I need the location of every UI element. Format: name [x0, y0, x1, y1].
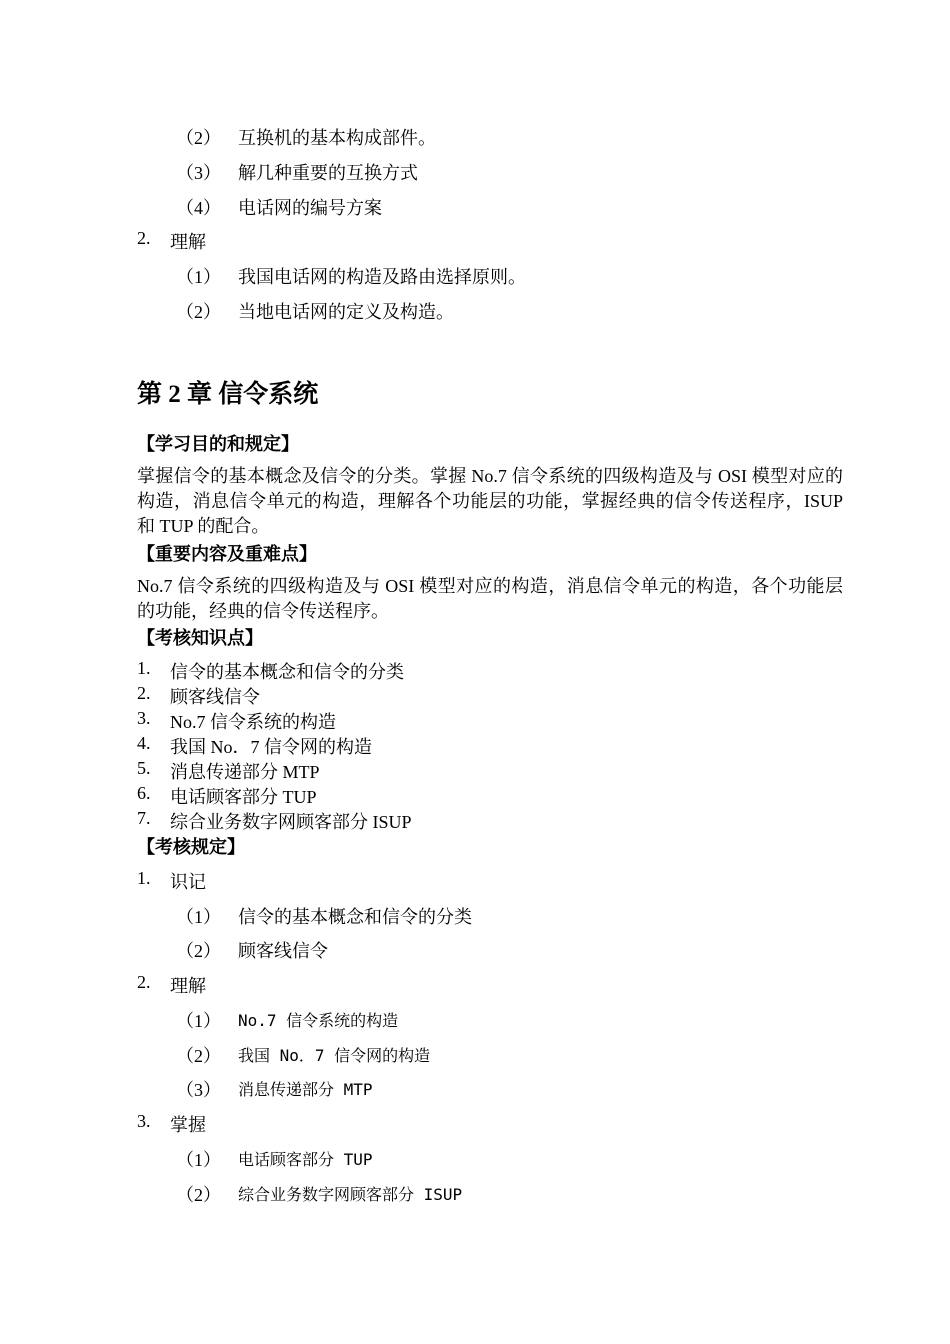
knowledge-item: 消息传递部分 MTP — [170, 762, 320, 782]
section-heading-requirements: 【考核规定】 — [137, 837, 245, 857]
list-item-number: （3） — [176, 163, 221, 183]
requirement-item-text: 顾客线信令 — [238, 941, 328, 961]
requirement-item-text: No.7 信令系统的构造 — [238, 1011, 399, 1030]
knowledge-item: 我国 No．7 信令网的构造 — [170, 737, 372, 757]
section-heading-goals: 【学习目的和规定】 — [137, 434, 299, 454]
key-points-paragraph: No.7 信令系统的四级构造及与 OSI 模型对应的构造，消息信令单元的构造，各个功能层的功能，经典的信令传送程序。 — [137, 576, 843, 621]
requirement-item-text: 电话顾客部分 TUP — [238, 1150, 373, 1169]
knowledge-item: No.7 信令系统的构造 — [170, 712, 336, 732]
list-item-text: 互换机的基本构成部件。 — [238, 128, 436, 148]
requirement-item-number: （1） — [176, 1150, 221, 1170]
knowledge-number: 7. — [137, 808, 151, 828]
requirement-group-label: 识记 — [170, 872, 206, 892]
requirement-item-number: （2） — [176, 1046, 221, 1066]
requirement-item-text: 综合业务数字网顾客部分 ISUP — [238, 1185, 463, 1204]
knowledge-item: 电话顾客部分 TUP — [170, 787, 317, 807]
goals-paragraph: 掌握信令的基本概念及信令的分类。掌握 No.7 信令系统的四级构造及与 OSI 模型对应的构造，消息信令单元的构造，理解各个功能层的功能，掌握经典的信令传送程序，ISUP 和 TUP 的配合。 — [137, 466, 843, 536]
knowledge-number: 5. — [137, 758, 151, 778]
list-item-text: 解几种重要的互换方式 — [238, 163, 418, 183]
list-item-number: （2） — [176, 128, 221, 148]
section-heading-key-points: 【重要内容及重难点】 — [137, 544, 317, 564]
list-label: 理解 — [170, 232, 206, 252]
requirement-group-label: 掌握 — [170, 1115, 206, 1135]
section-heading-knowledge: 【考核知识点】 — [137, 628, 263, 648]
list-item-number: （1） — [176, 267, 221, 287]
list-item-number: （4） — [176, 198, 221, 218]
requirement-group-label: 理解 — [170, 976, 206, 996]
requirement-group-number: 1. — [137, 868, 151, 888]
list-item-text: 当地电话网的定义及构造。 — [238, 302, 454, 322]
knowledge-number: 6. — [137, 783, 151, 803]
list-number: 2. — [137, 228, 151, 248]
requirement-item-number: （1） — [176, 1011, 221, 1031]
requirement-item-number: （1） — [176, 907, 221, 927]
requirement-item-text: 我国 No．7 信令网的构造 — [238, 1046, 431, 1065]
knowledge-item: 信令的基本概念和信令的分类 — [170, 662, 404, 682]
list-item-text: 我国电话网的构造及路由选择原则。 — [238, 267, 526, 287]
requirement-item-text: 信令的基本概念和信令的分类 — [238, 907, 472, 927]
knowledge-number: 1. — [137, 658, 151, 678]
knowledge-item: 综合业务数字网顾客部分 ISUP — [170, 812, 412, 832]
requirement-item-number: （2） — [176, 1185, 221, 1205]
knowledge-number: 3. — [137, 708, 151, 728]
requirement-item-number: （2） — [176, 941, 221, 961]
list-item-text: 电话网的编号方案 — [238, 198, 382, 218]
requirement-group-number: 2. — [137, 972, 151, 992]
requirement-group-number: 3. — [137, 1111, 151, 1131]
list-item-number: （2） — [176, 302, 221, 322]
knowledge-number: 4. — [137, 733, 151, 753]
knowledge-number: 2. — [137, 683, 151, 703]
chapter-title: 第 2 章 信令系统 — [137, 381, 319, 408]
requirement-item-text: 消息传递部分 MTP — [238, 1080, 373, 1099]
knowledge-item: 顾客线信令 — [170, 687, 260, 707]
requirement-item-number: （3） — [176, 1080, 221, 1100]
